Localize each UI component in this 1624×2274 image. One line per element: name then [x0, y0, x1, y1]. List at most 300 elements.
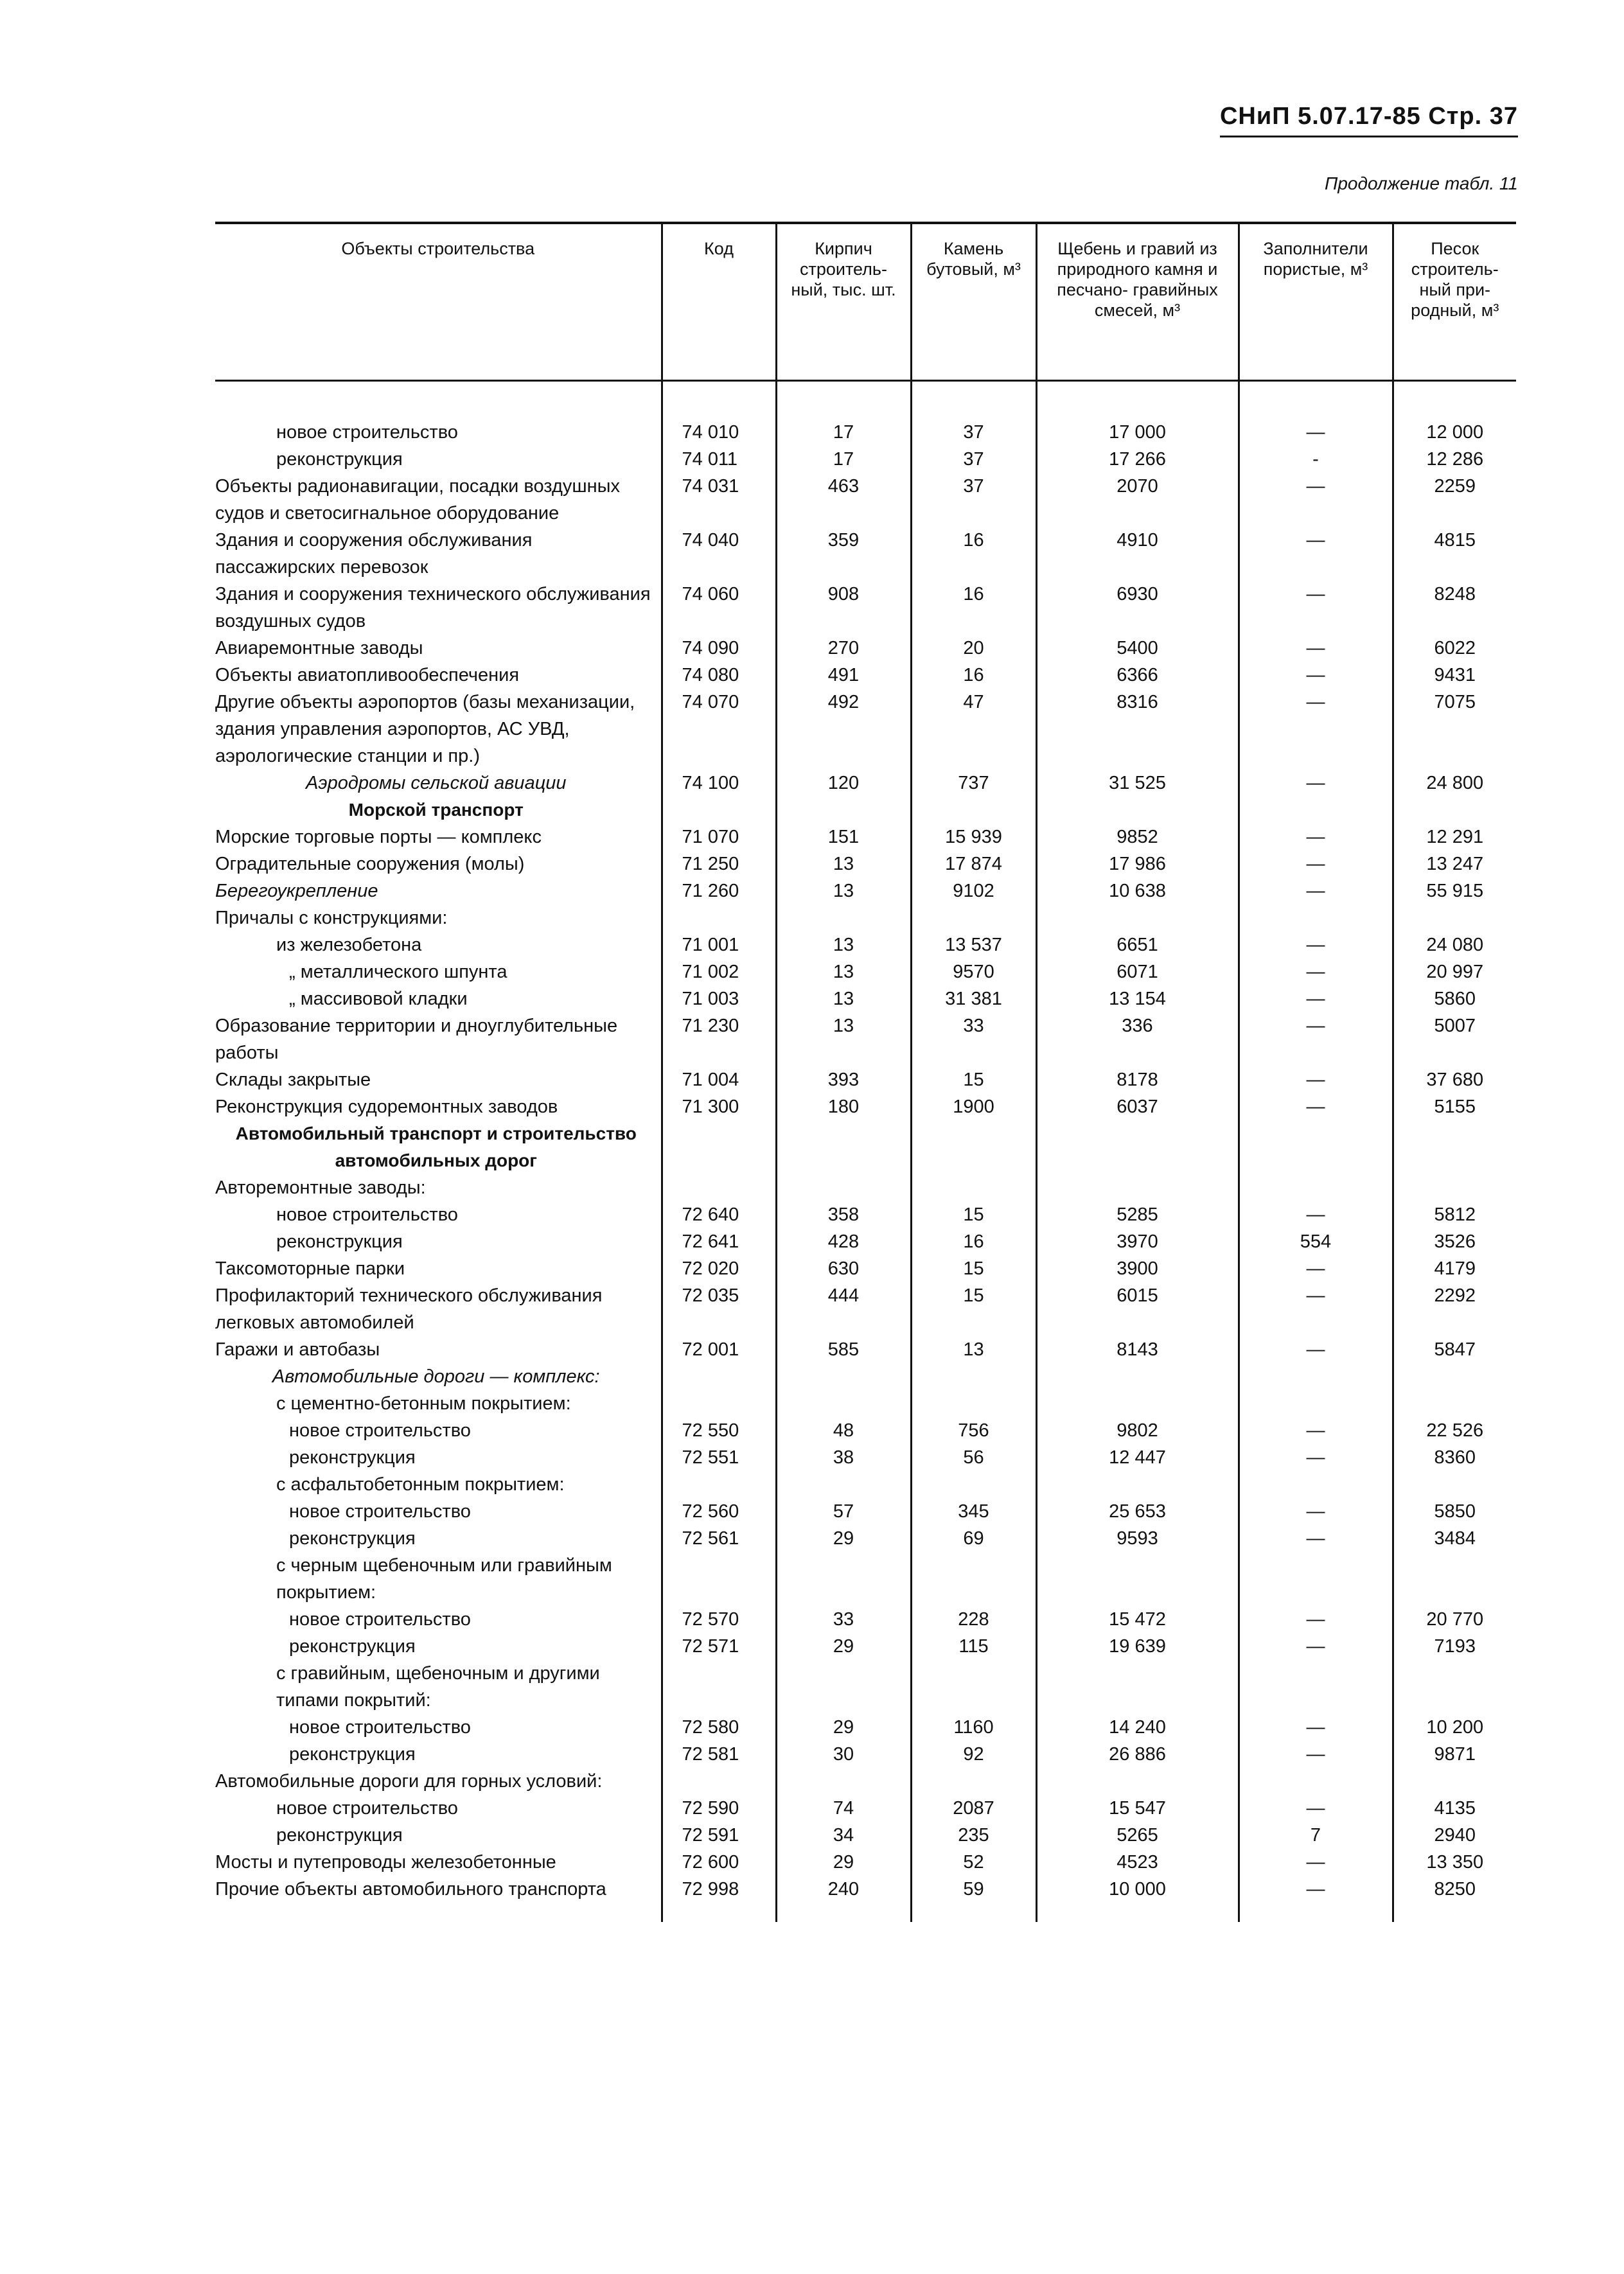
gravel-cell: 2070 [1036, 473, 1239, 527]
object-name-cell: реконструкция [289, 1447, 416, 1468]
porous-cell: — [1239, 527, 1393, 581]
porous-cell: — [1239, 1012, 1393, 1066]
brick-cell [776, 904, 911, 931]
brick-cell: 491 [776, 662, 911, 689]
table-spacer-row [215, 381, 1516, 419]
porous-cell: — [1239, 1525, 1393, 1552]
brick-cell [776, 1471, 911, 1498]
stone-cell [911, 1363, 1036, 1390]
table-row [215, 1012, 1516, 1066]
gravel-cell: 26 886 [1036, 1741, 1239, 1768]
code-cell: 74 010 [662, 419, 776, 446]
table-row [215, 1417, 1516, 1444]
object-name-cell: реконструкция [276, 1231, 403, 1252]
code-cell: 72 591 [662, 1822, 776, 1849]
gravel-cell [1036, 1174, 1239, 1201]
brick-cell: 428 [776, 1228, 911, 1255]
brick-cell: 630 [776, 1255, 911, 1282]
table-header-row [215, 223, 1516, 381]
object-name-cell: с цементно-бетонным покрытием: [276, 1393, 571, 1414]
sand-cell [1393, 1390, 1516, 1417]
column-header-porous: Заполнители пористые, м³ [1239, 223, 1393, 381]
gravel-cell [1036, 904, 1239, 931]
stone-cell: 47 [911, 689, 1036, 770]
table-row [215, 581, 1516, 635]
porous-cell [1239, 1768, 1393, 1795]
code-cell: 72 640 [662, 1201, 776, 1228]
object-name-cell: новое строительство [289, 1717, 471, 1738]
table-row [215, 1795, 1516, 1822]
code-cell: 71 002 [662, 958, 776, 985]
stone-cell: 16 [911, 1228, 1036, 1255]
sand-cell: 5860 [1393, 985, 1516, 1012]
table-row [215, 1363, 1516, 1390]
brick-cell [776, 1660, 911, 1714]
brick-cell: 492 [776, 689, 911, 770]
stone-cell [911, 1552, 1036, 1606]
object-name-cell: новое строительство [276, 1204, 458, 1225]
gravel-cell: 10 000 [1036, 1876, 1239, 1922]
object-name-cell: Здания и сооружения технического обслуживания воздушных судов [215, 584, 651, 631]
brick-cell: 74 [776, 1795, 911, 1822]
porous-cell [1239, 904, 1393, 931]
table-row [215, 1471, 1516, 1498]
brick-cell: 393 [776, 1066, 911, 1093]
code-cell: 71 250 [662, 851, 776, 877]
stone-cell: 1160 [911, 1714, 1036, 1741]
code-cell [662, 1768, 776, 1795]
object-name-cell: реконструкция [289, 1744, 416, 1765]
code-cell: 71 300 [662, 1093, 776, 1120]
stone-cell: 59 [911, 1876, 1036, 1922]
code-cell: 72 590 [662, 1795, 776, 1822]
sand-cell [1393, 904, 1516, 931]
gravel-cell: 5400 [1036, 635, 1239, 662]
object-name-cell: Берегоукрепление [215, 881, 378, 901]
sand-cell: 55 915 [1393, 877, 1516, 904]
stone-cell [911, 904, 1036, 931]
gravel-cell: 12 447 [1036, 1444, 1239, 1471]
table-row [215, 1282, 1516, 1336]
object-name-cell: Профилакторий технического обслуживания легковых автомобилей [215, 1285, 603, 1333]
code-cell: 72 600 [662, 1849, 776, 1876]
table-caption: Продолжение табл. 11 [1325, 173, 1518, 193]
brick-cell: 13 [776, 958, 911, 985]
table-row [215, 1444, 1516, 1471]
stone-cell: 52 [911, 1849, 1036, 1876]
gravel-cell: 4910 [1036, 527, 1239, 581]
porous-cell [1239, 1363, 1393, 1390]
stone-cell [911, 1768, 1036, 1795]
table-row [215, 770, 1516, 797]
table-row [215, 1174, 1516, 1201]
column-header-code: Код [662, 223, 776, 381]
porous-cell: — [1239, 662, 1393, 689]
sand-cell: 9431 [1393, 662, 1516, 689]
sand-cell: 8360 [1393, 1444, 1516, 1471]
sand-cell: 13 247 [1393, 851, 1516, 877]
table-row [215, 446, 1516, 473]
brick-cell: 38 [776, 1444, 911, 1471]
sand-cell: 5847 [1393, 1336, 1516, 1363]
porous-cell [1239, 1471, 1393, 1498]
stone-cell: 69 [911, 1525, 1036, 1552]
table-row [215, 1660, 1516, 1714]
stone-cell [911, 1471, 1036, 1498]
object-name-cell: реконструкция [289, 1636, 416, 1657]
gravel-cell: 5265 [1036, 1822, 1239, 1849]
table-row [215, 1093, 1516, 1120]
gravel-cell [1036, 1768, 1239, 1795]
column-header-gravel: Щебень и гравий из природного камня и песчано- гравийных смесей, м³ [1036, 223, 1239, 381]
gravel-cell [1036, 1660, 1239, 1714]
stone-cell: 56 [911, 1444, 1036, 1471]
table-row [215, 1336, 1516, 1363]
porous-cell: — [1239, 985, 1393, 1012]
table-row [215, 1822, 1516, 1849]
gravel-cell: 336 [1036, 1012, 1239, 1066]
sand-cell: 7075 [1393, 689, 1516, 770]
table-row [215, 1633, 1516, 1660]
object-name-cell: Оградительные сооружения (молы) [215, 854, 525, 874]
gravel-cell: 8316 [1036, 689, 1239, 770]
sand-cell [1393, 1471, 1516, 1498]
stone-cell: 37 [911, 446, 1036, 473]
code-cell: 72 580 [662, 1714, 776, 1741]
brick-cell: 463 [776, 473, 911, 527]
object-name-cell: Морской транспорт [348, 800, 524, 820]
code-cell: 71 230 [662, 1012, 776, 1066]
stone-cell: 37 [911, 473, 1036, 527]
object-name-cell: Здания и сооружения обслуживания пассажирских перевозок [215, 530, 533, 577]
object-name-cell: Авиаремонтные заводы [215, 638, 423, 658]
stone-cell: 15 [911, 1255, 1036, 1282]
object-name-cell: новое строительство [289, 1420, 471, 1441]
object-name-cell: Гаражи и автобазы [215, 1339, 380, 1360]
gravel-cell: 17 266 [1036, 446, 1239, 473]
sand-cell: 24 800 [1393, 770, 1516, 797]
table-row [215, 689, 1516, 770]
code-cell: 72 001 [662, 1336, 776, 1363]
code-cell: 72 551 [662, 1444, 776, 1471]
brick-cell: 17 [776, 419, 911, 446]
porous-cell: — [1239, 1741, 1393, 1768]
code-cell [662, 904, 776, 931]
code-cell: 74 060 [662, 581, 776, 635]
brick-cell: 359 [776, 527, 911, 581]
stone-cell [911, 797, 1036, 824]
table-row [215, 1228, 1516, 1255]
code-cell: 71 003 [662, 985, 776, 1012]
stone-cell: 1900 [911, 1093, 1036, 1120]
sand-cell: 2292 [1393, 1282, 1516, 1336]
sand-cell [1393, 1363, 1516, 1390]
porous-cell: — [1239, 1849, 1393, 1876]
brick-cell [776, 797, 911, 824]
table-row [215, 1498, 1516, 1525]
object-name-cell: Автомобильный транспорт и строительство автомобильных дорог [235, 1124, 637, 1170]
object-name-cell: новое строительство [289, 1501, 471, 1522]
sand-cell: 10 200 [1393, 1714, 1516, 1741]
brick-cell: 585 [776, 1336, 911, 1363]
sand-cell [1393, 1768, 1516, 1795]
page-header: СНиП 5.07.17-85 Стр. 37 [1220, 103, 1518, 137]
brick-cell: 444 [776, 1282, 911, 1336]
stone-cell: 15 [911, 1066, 1036, 1093]
object-name-cell: реконструкция [289, 1528, 416, 1549]
object-name-cell: Склады закрытые [215, 1070, 371, 1090]
porous-cell: 7 [1239, 1822, 1393, 1849]
table-row [215, 1876, 1516, 1922]
brick-cell: 13 [776, 851, 911, 877]
code-cell: 71 260 [662, 877, 776, 904]
object-name-cell: Прочие объекты автомобильного транспорта [215, 1879, 606, 1899]
porous-cell: — [1239, 473, 1393, 527]
brick-cell [776, 1552, 911, 1606]
table-row [215, 797, 1516, 824]
brick-cell: 13 [776, 877, 911, 904]
object-name-cell: „ металлического шпунта [289, 962, 508, 982]
table-row [215, 527, 1516, 581]
table-row [215, 824, 1516, 851]
code-cell [662, 1120, 776, 1174]
gravel-cell: 10 638 [1036, 877, 1239, 904]
stone-cell: 15 [911, 1201, 1036, 1228]
table-row [215, 662, 1516, 689]
object-name-cell: Причалы с конструкциями: [215, 908, 448, 928]
sand-cell: 5812 [1393, 1201, 1516, 1228]
porous-cell [1239, 1390, 1393, 1417]
table-row [215, 1714, 1516, 1741]
sand-cell: 9871 [1393, 1741, 1516, 1768]
gravel-cell: 31 525 [1036, 770, 1239, 797]
porous-cell: — [1239, 1093, 1393, 1120]
table-row [215, 958, 1516, 985]
sand-cell: 5850 [1393, 1498, 1516, 1525]
sand-cell: 20 770 [1393, 1606, 1516, 1633]
stone-cell: 2087 [911, 1795, 1036, 1822]
object-name-cell: Таксомоторные парки [215, 1258, 405, 1279]
table-row [215, 931, 1516, 958]
gravel-cell: 17 986 [1036, 851, 1239, 877]
stone-cell: 20 [911, 635, 1036, 662]
object-name-cell: Реконструкция судоремонтных заводов [215, 1097, 558, 1117]
object-name-cell: с гравийным, щебеночным и другими типами покрытий: [276, 1663, 600, 1711]
porous-cell: — [1239, 1714, 1393, 1741]
table-row [215, 1525, 1516, 1552]
gravel-cell [1036, 1120, 1239, 1174]
table-row [215, 1255, 1516, 1282]
code-cell: 72 581 [662, 1741, 776, 1768]
table-row [215, 1390, 1516, 1417]
porous-cell: — [1239, 851, 1393, 877]
sand-cell: 5007 [1393, 1012, 1516, 1066]
stone-cell: 16 [911, 527, 1036, 581]
table-row [215, 1606, 1516, 1633]
sand-cell: 5155 [1393, 1093, 1516, 1120]
object-name-cell: „ массивовой кладки [289, 989, 468, 1009]
gravel-cell: 14 240 [1036, 1714, 1239, 1741]
gravel-cell: 4523 [1036, 1849, 1239, 1876]
sand-cell: 37 680 [1393, 1066, 1516, 1093]
stone-cell [911, 1660, 1036, 1714]
porous-cell: — [1239, 1417, 1393, 1444]
code-cell: 74 070 [662, 689, 776, 770]
sand-cell: 7193 [1393, 1633, 1516, 1660]
porous-cell: - [1239, 446, 1393, 473]
porous-cell: — [1239, 1795, 1393, 1822]
code-cell: 72 560 [662, 1498, 776, 1525]
code-cell: 72 641 [662, 1228, 776, 1255]
object-name-cell: Образование территории и дноуглубительные работы [215, 1016, 618, 1063]
table-body [215, 381, 1516, 1923]
brick-cell: 29 [776, 1849, 911, 1876]
table-row [215, 904, 1516, 931]
gravel-cell [1036, 797, 1239, 824]
brick-cell: 240 [776, 1876, 911, 1922]
code-cell [662, 1390, 776, 1417]
gravel-cell: 3900 [1036, 1255, 1239, 1282]
porous-cell: — [1239, 635, 1393, 662]
gravel-cell: 15 547 [1036, 1795, 1239, 1822]
sand-cell: 3484 [1393, 1525, 1516, 1552]
gravel-cell: 15 472 [1036, 1606, 1239, 1633]
porous-cell: — [1239, 1633, 1393, 1660]
porous-cell: 554 [1239, 1228, 1393, 1255]
sand-cell: 12 286 [1393, 446, 1516, 473]
object-name-cell: Аэродромы сельской авиации [305, 773, 567, 793]
materials-table-container [215, 222, 1516, 1922]
gravel-cell: 8143 [1036, 1336, 1239, 1363]
brick-cell: 151 [776, 824, 911, 851]
code-cell [662, 797, 776, 824]
brick-cell [776, 1768, 911, 1795]
brick-cell [776, 1120, 911, 1174]
porous-cell [1239, 1660, 1393, 1714]
porous-cell: — [1239, 931, 1393, 958]
brick-cell: 180 [776, 1093, 911, 1120]
code-cell: 71 070 [662, 824, 776, 851]
stone-cell: 33 [911, 1012, 1036, 1066]
brick-cell [776, 1363, 911, 1390]
object-name-cell: из железобетона [276, 935, 422, 955]
brick-cell: 270 [776, 635, 911, 662]
porous-cell: — [1239, 1606, 1393, 1633]
stone-cell: 13 537 [911, 931, 1036, 958]
brick-cell: 17 [776, 446, 911, 473]
sand-cell: 24 080 [1393, 931, 1516, 958]
stone-cell: 16 [911, 662, 1036, 689]
object-name-cell: Авторемонтные заводы: [215, 1177, 426, 1198]
brick-cell [776, 1174, 911, 1201]
column-header-objects: Объекты строительства [341, 239, 535, 258]
code-cell: 72 998 [662, 1876, 776, 1922]
porous-cell: — [1239, 1201, 1393, 1228]
porous-cell: — [1239, 958, 1393, 985]
table-row [215, 1849, 1516, 1876]
object-name-cell: Объекты радионавигации, посадки воздушных судов и светосигнальное оборудование [215, 476, 621, 524]
porous-cell: — [1239, 689, 1393, 770]
table-row [215, 851, 1516, 877]
code-cell [662, 1552, 776, 1606]
object-name-cell: новое строительство [276, 422, 458, 443]
table-row [215, 1768, 1516, 1795]
stone-cell: 15 939 [911, 824, 1036, 851]
brick-cell: 30 [776, 1741, 911, 1768]
code-cell: 74 100 [662, 770, 776, 797]
stone-cell: 15 [911, 1282, 1036, 1336]
code-cell: 72 035 [662, 1282, 776, 1336]
gravel-cell: 3970 [1036, 1228, 1239, 1255]
object-name-cell: Объекты авиатопливообеспечения [215, 665, 520, 685]
object-name-cell: Мосты и путепроводы железобетонные [215, 1852, 556, 1873]
table-row [215, 985, 1516, 1012]
sand-cell: 12 291 [1393, 824, 1516, 851]
sand-cell: 4815 [1393, 527, 1516, 581]
stone-cell: 92 [911, 1741, 1036, 1768]
porous-cell: — [1239, 824, 1393, 851]
brick-cell: 908 [776, 581, 911, 635]
column-header-sand: Песок строитель- ный при- родный, м³ [1393, 223, 1516, 381]
table-row [215, 1066, 1516, 1093]
table-row [215, 1201, 1516, 1228]
porous-cell: — [1239, 770, 1393, 797]
porous-cell: — [1239, 1066, 1393, 1093]
brick-cell [776, 1390, 911, 1417]
sand-cell: 12 000 [1393, 419, 1516, 446]
code-cell: 74 090 [662, 635, 776, 662]
porous-cell [1239, 797, 1393, 824]
stone-cell: 13 [911, 1336, 1036, 1363]
gravel-cell [1036, 1552, 1239, 1606]
object-name-cell: с черным щебеночным или гравийным покрытием: [276, 1555, 612, 1603]
gravel-cell: 25 653 [1036, 1498, 1239, 1525]
gravel-cell: 6015 [1036, 1282, 1239, 1336]
sand-cell [1393, 1660, 1516, 1714]
sand-cell [1393, 1552, 1516, 1606]
brick-cell: 358 [776, 1201, 911, 1228]
stone-cell: 345 [911, 1498, 1036, 1525]
stone-cell: 31 381 [911, 985, 1036, 1012]
brick-cell: 13 [776, 1012, 911, 1066]
code-cell [662, 1174, 776, 1201]
brick-cell: 13 [776, 985, 911, 1012]
sand-cell: 8250 [1393, 1876, 1516, 1922]
code-cell: 74 080 [662, 662, 776, 689]
porous-cell: — [1239, 1498, 1393, 1525]
code-cell: 74 011 [662, 446, 776, 473]
porous-cell: — [1239, 581, 1393, 635]
porous-cell: — [1239, 1444, 1393, 1471]
gravel-cell: 9593 [1036, 1525, 1239, 1552]
sand-cell: 20 997 [1393, 958, 1516, 985]
gravel-cell: 6071 [1036, 958, 1239, 985]
code-cell [662, 1471, 776, 1498]
porous-cell: — [1239, 1282, 1393, 1336]
table-row [215, 473, 1516, 527]
table-row [215, 877, 1516, 904]
porous-cell: — [1239, 877, 1393, 904]
gravel-cell [1036, 1363, 1239, 1390]
stone-cell [911, 1120, 1036, 1174]
gravel-cell: 19 639 [1036, 1633, 1239, 1660]
code-cell [662, 1660, 776, 1714]
porous-cell [1239, 1552, 1393, 1606]
stone-cell: 9102 [911, 877, 1036, 904]
gravel-cell [1036, 1390, 1239, 1417]
sand-cell: 8248 [1393, 581, 1516, 635]
brick-cell: 29 [776, 1714, 911, 1741]
